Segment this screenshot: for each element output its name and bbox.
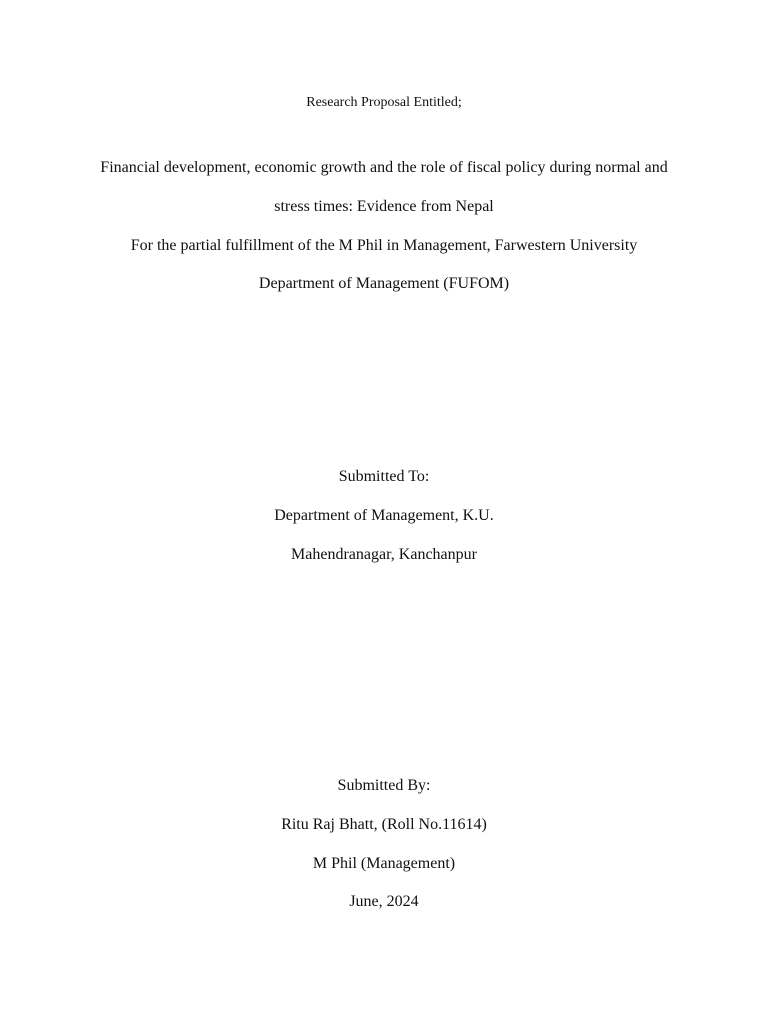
submitted-to-line-2: Mahendranagar, Kanchanpur bbox=[291, 546, 477, 563]
purpose-line-2: Department of Management (FUFOM) bbox=[258, 275, 510, 292]
submitted-by-date: June, 2024 bbox=[349, 893, 419, 910]
title-line-2: stress times: Evidence from Nepal bbox=[274, 198, 494, 215]
purpose-line-1: For the partial fulfillment of the M Phil in Management, Farwestern University bbox=[130, 237, 638, 254]
submitted-to-heading: Submitted To: bbox=[338, 468, 430, 485]
submitted-by-heading: Submitted By: bbox=[337, 777, 431, 794]
proposal-label: Research Proposal Entitled; bbox=[306, 95, 462, 110]
submitted-to-line-1: Department of Management, K.U. bbox=[274, 507, 494, 524]
title-line-1: Financial development, economic growth and the role of fiscal policy during normal and bbox=[100, 159, 668, 176]
submitted-by-program: M Phil (Management) bbox=[312, 855, 456, 872]
submitted-by-name: Ritu Raj Bhatt, (Roll No.11614) bbox=[281, 816, 487, 833]
